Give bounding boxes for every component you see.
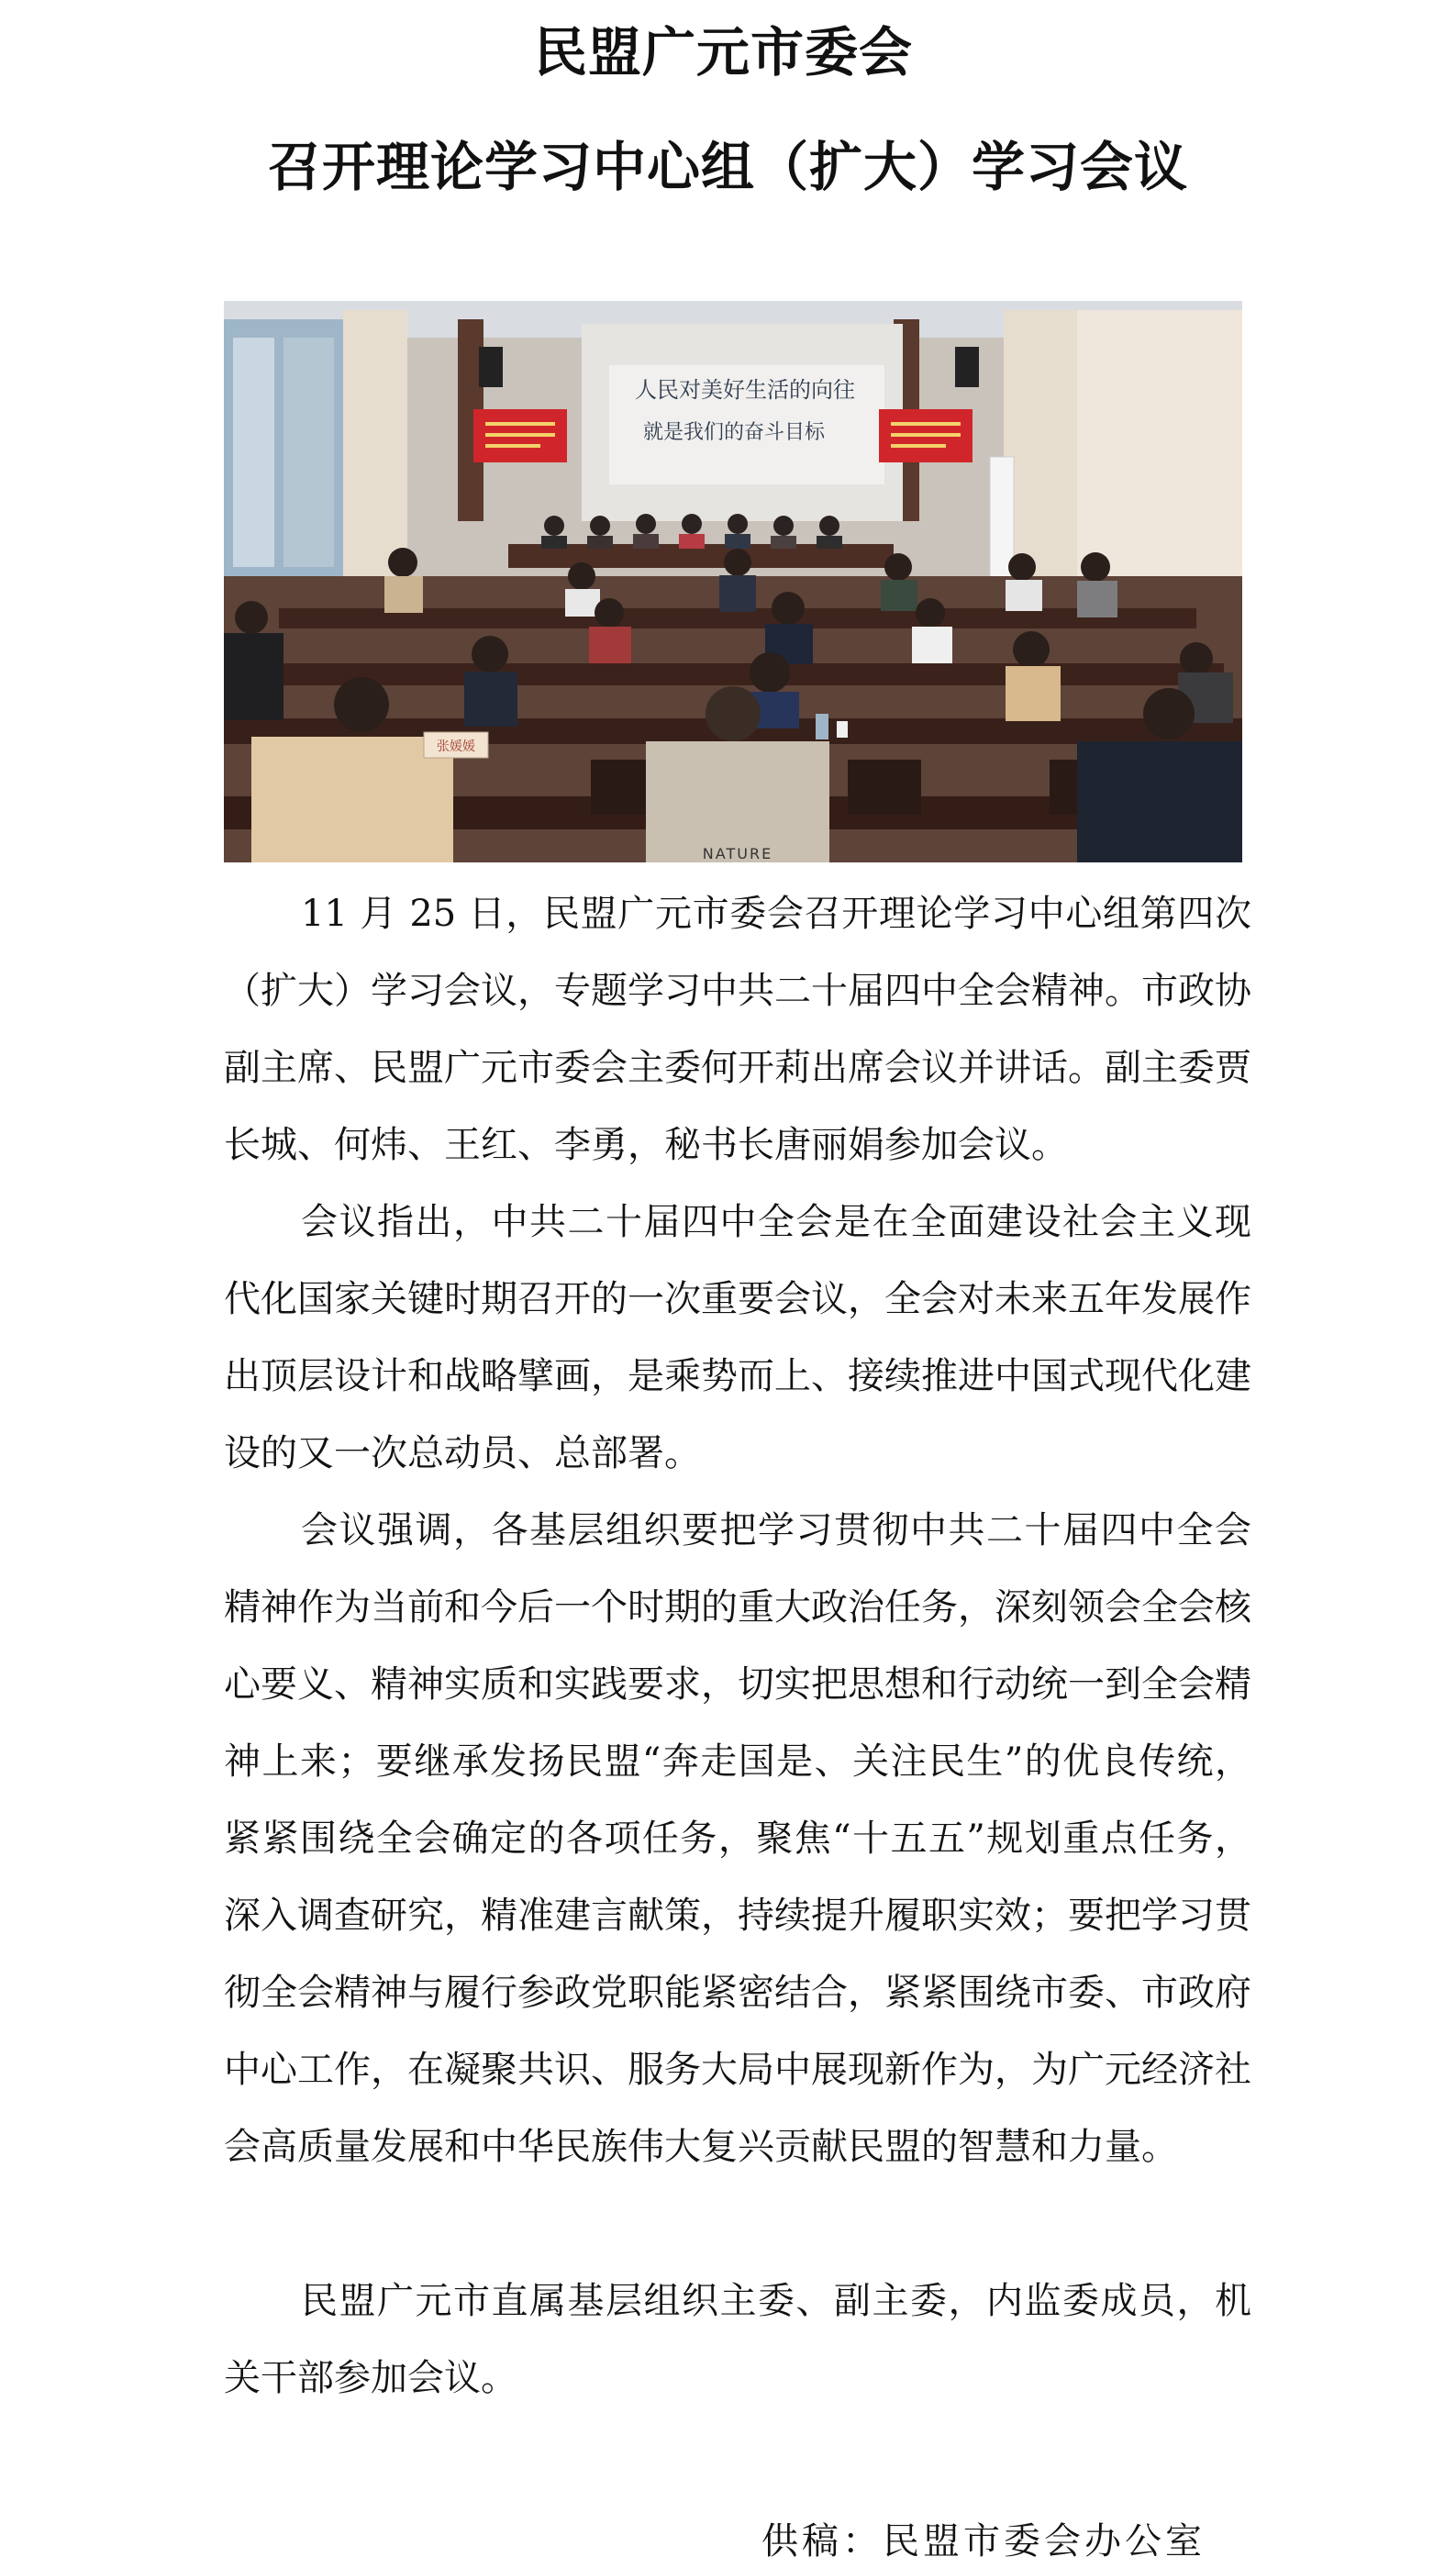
photo-banner-line-2: 就是我们的奋斗目标 <box>642 421 826 444</box>
footer-source: 供稿：民盟市委会办公室 <box>761 2520 1206 2562</box>
photo-banner-line-1: 人民对美好生活的向往 <box>635 377 855 403</box>
paragraph-4: 民盟广元市直属基层组织主委、副主委，内监委成员，机关干部参加会议。 <box>224 2280 1251 2399</box>
title-line-2: 召开理论学习中心组（扩大）学习会议 <box>267 136 1188 198</box>
paragraph-2: 会议指出，中共二十届四中全会是在全面建设社会主义现代化国家关键时期召开的一次重要会议，全会对未来五年发展作出顶层设计和战略擘画，是乘势而上、接续推进中国式现代化建设的又一次总动员、总部署。 <box>224 1201 1251 1474</box>
paragraph-3: 会议强调，各基层组织要把学习贯彻中共二十届四中全会精神作为当前和今后一个时期的重大政治任务，深刻领会全会核心要义、精神实质和实践要求，切实把思想和行动统一到全会精神上来；要继承发扬民盟“奔走国是、关注民生”的优良传统，紧紧围绕全会确定的各项任务，聚焦“十五五”规划重点任务，深入调查研究，精准建言献策，持续提升履职实效；要把学习贯彻全会精神与履行参政党职能紧密结合，紧紧围绕市委、市政府中心工作，在凝聚共识、服务大局中展现新作为，为广元经济社会高质量发展和中华民族伟大复兴贡献民盟的智慧和力量。 <box>224 1509 1251 2168</box>
photo-shirt-text: NATURE <box>702 845 773 862</box>
title-line-1: 民盟广元市委会 <box>533 21 913 83</box>
paragraph-1: 11 月 25 日，民盟广元市委会召开理论学习中心组第四次（扩大）学习会议，专题学习中共二十届四中全会精神。市政协副主席、民盟广元市委会主委何开莉出席会议并讲话。副主委贾长城、何炜、王红、李勇，秘书长唐丽娟参加会议。 <box>224 893 1251 1166</box>
photo-name-card: 张媛媛 <box>437 739 475 754</box>
meeting-photo <box>224 301 1242 862</box>
